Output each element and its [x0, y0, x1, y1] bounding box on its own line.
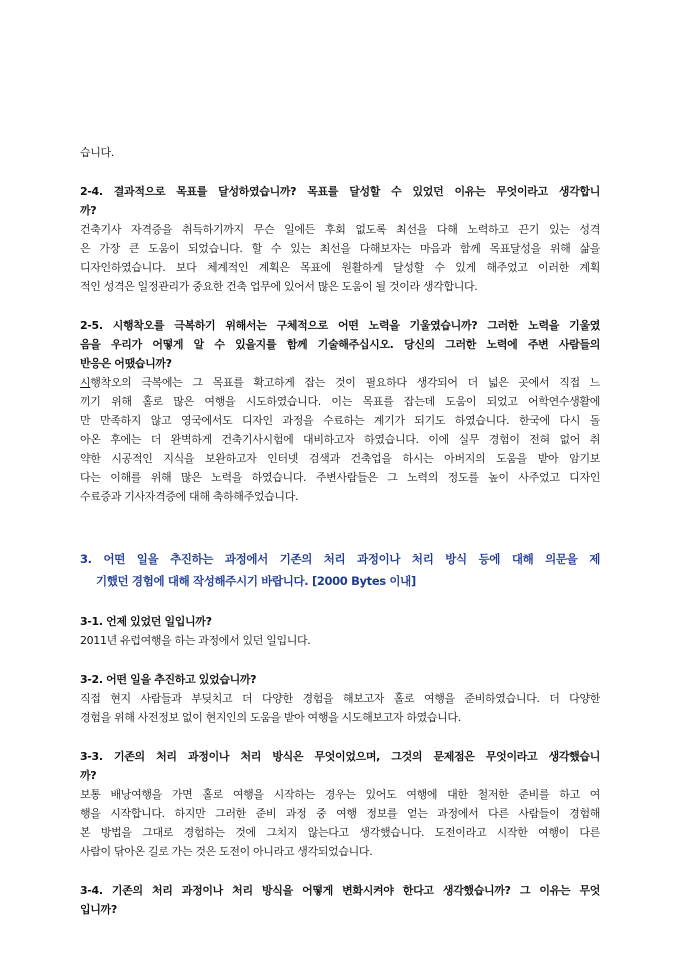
q2-5-body-line-6: 다는 이해를 위해 많은 노력을 하였습니다. 주변사람들은 그 노력의 정도를 높이 사주었고 디자인: [80, 471, 600, 484]
q2-5-body-line-3: 만 만족하지 않고 영국에서도 디자인 과정을 수료하는 계기가 되기도 하였습니다. 한국에 다시 돌: [80, 414, 600, 427]
q2-5-heading-line-3: 반응은 어땠습니까?: [80, 357, 172, 370]
q3-1-body: 2011년 유럽여행을 하는 과정에서 있던 일입니다.: [80, 634, 311, 647]
q2-4-heading-line-1: 2-4. 결과적으로 목표를 달성하였습니까? 목표를 달성할 수 있었던 이유는 무엇이라고 생각합니: [80, 185, 600, 198]
q3-2-body-line-1: 직접 현지 사람들과 부딪치고 더 다양한 경험을 해보고자 홀로 여행을 준비하였습니다. 더 다양한: [80, 692, 600, 705]
q2-5-body-line-2: 끼기 위해 홀로 많은 여행을 시도하였습니다. 이는 목표를 잡는데 도움이 되었고 어학연수생활에: [80, 395, 600, 408]
q3-3-body-line-2: 행을 시작합니다. 하지만 그러한 준비 과정 중 여행 정보를 얻는 과정에서 다른 사람들이 경험해: [80, 807, 600, 820]
q2-4-body-line-3: 디자인하였습니다. 보다 체계적인 계획은 목표에 원활하게 달성할 수 있게 해주었고 이러한 계획: [80, 261, 600, 274]
q3-2-body-line-2: 경험을 위해 사전정보 없이 현지인의 도움을 받아 여행을 시도해보고자 하였습니다.: [80, 711, 461, 724]
q2-5-body-line-4: 아온 후에는 더 완벽하게 건축기사시험에 대비하고자 하였습니다. 이에 실무 경험이 전혀 없어 취: [80, 433, 600, 446]
q2-4-body-line-4: 적인 성격은 일정관리가 중요한 건축 업무에 있어서 많은 도움이 될 것이라 생각합니다.: [80, 280, 478, 293]
q2-5-body-line-5: 약한 시공적인 지식을 보완하고자 인터넷 검색과 건축업을 하시는 아버지의 도움을 받아 암기보: [80, 452, 600, 465]
section-3-1: [80, 612, 600, 650]
intro-tail-text: 습니다.: [80, 146, 114, 159]
section-3-4: [80, 881, 600, 919]
q3-4-heading-line-2: 입니까?: [80, 903, 117, 916]
q2-4-body-line-2: 은 가장 큰 도움이 되었습니다. 할 수 있는 최선을 다해보자는 마음과 함께 목표달성을 위해 삶을: [80, 242, 600, 255]
section-2-4: [80, 182, 600, 296]
section-2-5: [80, 316, 600, 506]
section-3-2: [80, 670, 600, 727]
q3-3-body-line-3: 본 방법을 그대로 경험하는 것에 그치지 않는다고 생각했습니다. 도전이라고 시작한 여행이 다른: [80, 826, 600, 839]
q3-1-heading: 3-1. 언제 있었던 일입니까?: [80, 615, 212, 628]
q3-3-body-line-1: 보통 배낭여행을 가면 홀로 여행을 시작하는 경우는 있어도 여행에 대한 철저한 준비를 하고 여: [80, 788, 600, 801]
q2-5-heading-line-2: 음을 우리가 어떻게 알 수 있을지를 함께 기술해주십시오. 당신의 그러한 노력에 주변 사람들의: [80, 338, 600, 351]
q3-3-body-line-4: 사람이 닦아온 길로 가는 것은 도전이 아니라고 생각되었습니다.: [80, 845, 373, 858]
q3-4-heading-line-1: 3-4. 기존의 처리 과정이나 처리 방식을 어떻게 변화시켜야 한다고 생각했습니까? 그 이유는 무엇: [80, 884, 600, 897]
q2-5-heading-line-1: 2-5. 시행착오를 극복하기 위해서는 구체적으로 어떤 노력을 기울였습니까? 그러한 노력을 기울였: [80, 319, 600, 332]
q2-4-body-line-1: 건축기사 자격증을 취득하기까지 무슨 일에든 후회 없도록 최선을 다해 노력하고 끈기 있는 성격: [80, 223, 600, 236]
q3-heading-line-1: 3. 어떤 일을 추진하는 과정에서 기존의 처리 과정이나 처리 방식 등에 대해 의문을 제: [80, 552, 600, 566]
q3-3-heading-line-2: 까?: [80, 769, 97, 782]
q2-5-body-line-7: 수료증과 기사자격증에 대해 축하해주었습니다.: [80, 490, 299, 503]
q3-2-heading: 3-2. 어떤 일을 추진하고 있었습니까?: [80, 673, 257, 686]
section-3-3: [80, 747, 600, 861]
q3-heading-line-2: 기했던 경험에 대해 작성해주시기 바랍니다. [2000 Bytes 이내]: [96, 574, 416, 588]
section-3: [80, 548, 600, 592]
q3-3-heading-line-1: 3-3. 기존의 처리 과정이나 처리 방식은 무엇이었으며, 그것의 문제점은 무엇이라고 생각했습니: [80, 750, 600, 763]
document-page: [80, 143, 600, 919]
q2-4-heading-line-2: 까?: [80, 204, 97, 217]
q2-5-body-line-1: 시행착오의 극복에는 그 목표를 확고하게 잡는 것이 필요하다 생각되어 더 넓은 곳에서 직접 느: [80, 376, 600, 389]
